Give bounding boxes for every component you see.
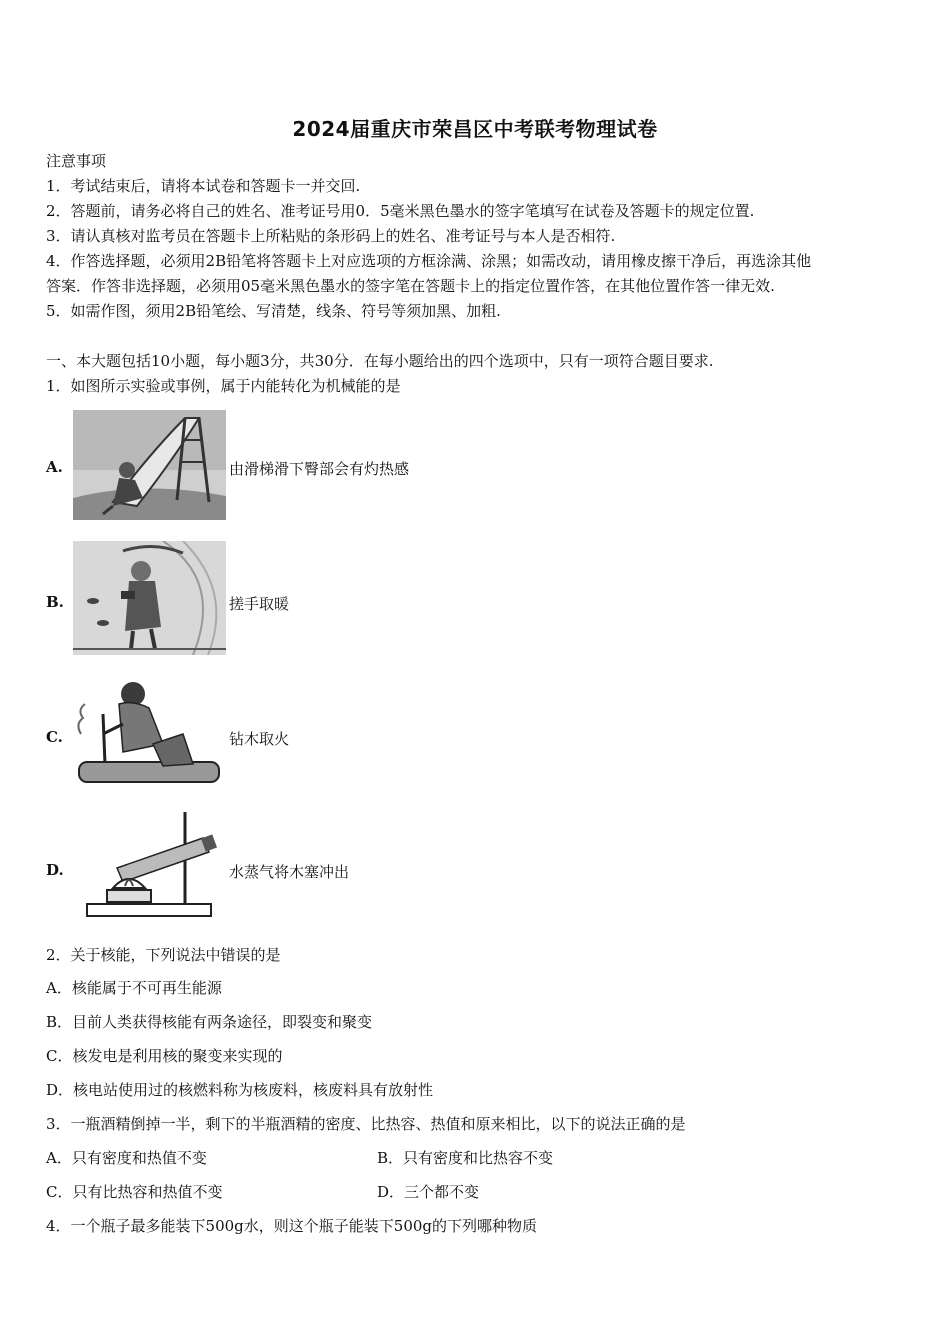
q3-option-a: A．只有密度和热值不变 bbox=[46, 1149, 207, 1167]
q2-option-a: A．核能属于不可再生能源 bbox=[46, 979, 222, 997]
question-3-stem: 3．一瓶酒精倒掉一半，剩下的半瓶酒精的密度、比热容、热值和原来相比，以下的说法正确的是 bbox=[46, 1115, 686, 1133]
notice-item-3: 3．请认真核对监考员在答题卡上所粘贴的条形码上的姓名、准考证号与本人是否相符. bbox=[46, 227, 616, 245]
q3-option-b: B．只有密度和比热容不变 bbox=[377, 1149, 554, 1167]
q1-option-d-text: 水蒸气将木塞冲出 bbox=[229, 863, 350, 881]
q1-option-c-text: 钻木取火 bbox=[229, 730, 290, 748]
page-title: 2024届重庆市荣昌区中考联考物理试卷 bbox=[292, 117, 658, 141]
question-1-stem: 1．如图所示实验或事例，属于内能转化为机械能的是 bbox=[46, 377, 401, 395]
q2-option-c: C．核发电是利用核的聚变来实现的 bbox=[46, 1047, 283, 1065]
section-heading: 一、本大题包括10小题，每小题3分，共30分．在每小题给出的四个选项中，只有一项符合题目要求. bbox=[46, 352, 714, 370]
notice-item-5: 5．如需作图，须用2B铅笔绘、写清楚，线条、符号等须加黑、加粗. bbox=[46, 302, 501, 320]
q3-option-c: C．只有比热容和热值不变 bbox=[46, 1183, 223, 1201]
q1-option-a-text: 由滑梯滑下臀部会有灼热感 bbox=[229, 460, 410, 478]
q1-option-a-label: A. bbox=[46, 458, 63, 476]
notice-item-4-cont: 答案．作答非选择题，必须用05毫米黑色墨水的签字笔在答题卡上的指定位置作答，在其他位置作答一律无效. bbox=[46, 277, 775, 295]
q2-option-b: B．目前人类获得核能有两条途径，即裂变和聚变 bbox=[46, 1013, 373, 1031]
q2-option-d: D．核电站使用过的核燃料称为核废料，核废料具有放射性 bbox=[46, 1081, 434, 1099]
rubbing-hands-picture bbox=[73, 541, 226, 655]
question-2-stem: 2．关于核能，下列说法中错误的是 bbox=[46, 946, 281, 964]
drilling-wood-picture bbox=[73, 674, 226, 790]
question-4-stem: 4．一个瓶子最多能装下500g水，则这个瓶子能装下500g的下列哪种物质 bbox=[46, 1217, 538, 1235]
notice-item-4: 4．作答选择题，必须用2B铅笔将答题卡上对应选项的方框涂满、涂黑；如需改动，请用橡皮擦干净后，再选涂其他 bbox=[46, 252, 812, 270]
notice-heading: 注意事项 bbox=[46, 152, 107, 170]
q1-option-c-label: C. bbox=[46, 728, 63, 746]
q1-option-d-label: D. bbox=[46, 861, 64, 879]
slide-picture bbox=[73, 410, 226, 520]
notice-item-2: 2．答题前，请务必将自己的姓名、准考证号用0．5毫米黑色墨水的签字笔填写在试卷及答题卡的规定位置. bbox=[46, 202, 755, 220]
notice-item-1: 1．考试结束后，请将本试卷和答题卡一并交回. bbox=[46, 177, 361, 195]
steam-tube-picture bbox=[73, 808, 226, 922]
q1-option-b-label: B. bbox=[46, 593, 64, 611]
q3-option-d: D．三个都不变 bbox=[377, 1183, 480, 1201]
q1-option-b-text: 搓手取暖 bbox=[229, 595, 290, 613]
